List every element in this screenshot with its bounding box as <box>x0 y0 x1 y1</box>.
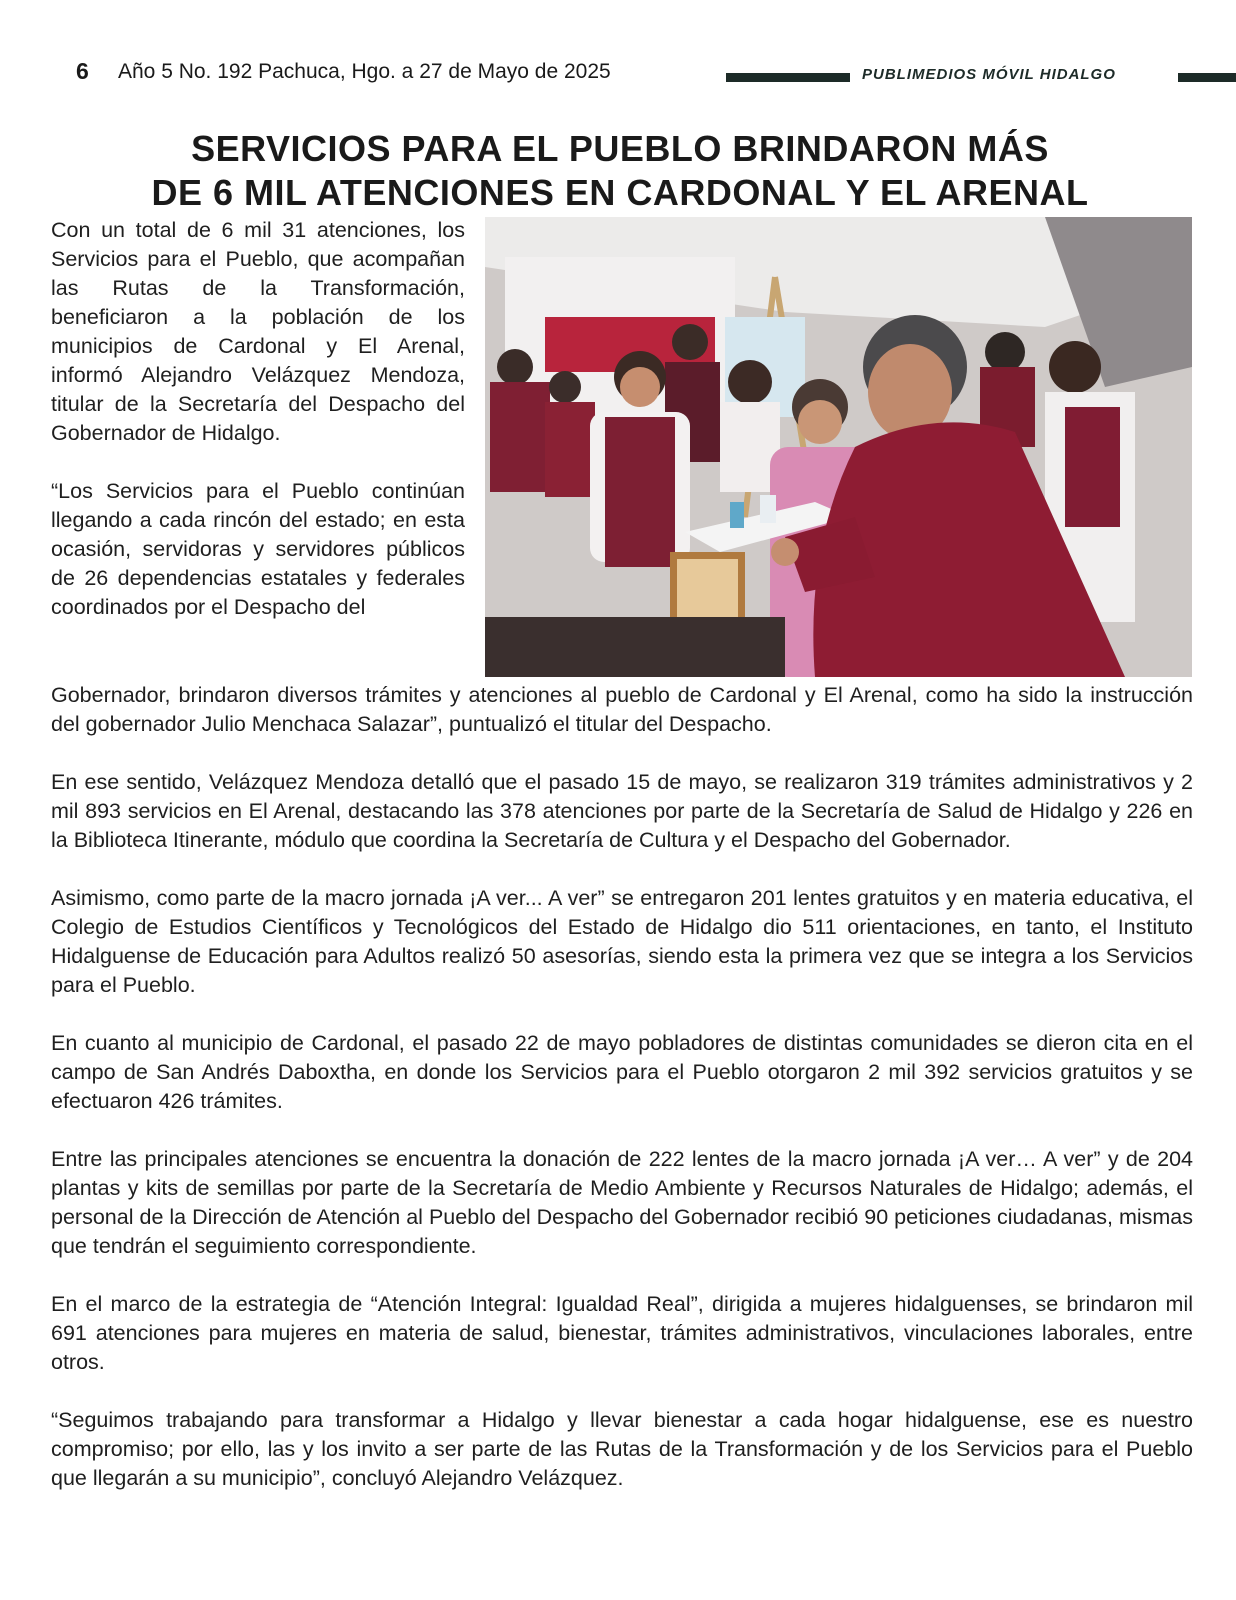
article-headline <box>60 127 1180 215</box>
headline-line-2: DE 6 MIL ATENCIONES EN CARDONAL Y EL ARENAL <box>151 172 1089 214</box>
header-bar-right <box>1178 73 1236 82</box>
article-column-text <box>51 216 465 622</box>
paragraph-1: Con un total de 6 mil 31 atenciones, los Servicios para el Pueblo, que acompañan las Rutas de la Transformación, beneficiaron a la población de los municipios de Cardonal y El Arenal, informó Alejandro Velázquez Mendoza, titular de la Secretaría del Despacho del Gobernador de Hidalgo. <box>51 218 465 445</box>
issue-info: Año 5 No. 192 Pachuca, Hgo. a 27 de Mayo de 2025 <box>118 60 611 83</box>
paragraph-4: Asimismo, como parte de la macro jornada ¡A ver... A ver” se entregaron 201 lentes gratuitos y en materia educativa, el Colegio de Estudios Científicos y Tecnológicos del Estado de Hidalgo dio 511 orientaciones, en tanto, el Instituto Hidalguense de Educación para Adultos realizó 50 asesorías, siendo esta la primera vez que se integra a los Servicios para el Pueblo. <box>51 886 1193 997</box>
page-header <box>0 56 1236 92</box>
paragraph-2-part-1: “Los Servicios para el Pueblo continúan llegando a cada rincón del estado; en esta ocasión, servidoras y servidores públicos de 26 dependencias estatales y federales coordinados por el Despacho del <box>51 479 465 619</box>
page-number: 6 <box>76 58 89 84</box>
article-photo <box>485 217 1192 677</box>
headline-line-1: SERVICIOS PARA EL PUEBLO BRINDARON MÁS <box>191 128 1049 170</box>
event-photo-illustration <box>485 217 1192 677</box>
paragraph-7: En el marco de la estrategia de “Atención Integral: Igualdad Real”, dirigida a mujeres hidalguenses, se brindaron mil 691 atenciones para mujeres en materia de salud, bienestar, trámites administrativos, vinculaciones laborales, entre otros. <box>51 1292 1193 1374</box>
paragraph-8: “Seguimos trabajando para transformar a Hidalgo y llevar bienestar a cada hogar hidalguense, ese es nuestro compromiso; por ello, las y los invito a ser parte de las Rutas de la Transformación y de los Servicios para el Pueblo que llegarán a su municipio”, concluyó Alejandro Velázquez. <box>51 1408 1193 1490</box>
paragraph-6: Entre las principales atenciones se encuentra la donación de 222 lentes de la macro jornada ¡A ver… A ver” y de 204 plantas y kits de semillas por parte de la Secretaría de Medio Ambiente y Recursos Naturales de Hidalgo; además, el personal de la Dirección de Atención al Pueblo del Despacho del Gobernador recibió 90 peticiones ciudadanas, mismas que tendrán el seguimiento correspondiente. <box>51 1147 1193 1258</box>
article-body-text <box>51 681 1193 1522</box>
paragraph-3: En ese sentido, Velázquez Mendoza detalló que el pasado 15 de mayo, se realizaron 319 trámites administrativos y 2 mil 893 servicios en El Arenal, destacando las 378 atenciones por parte de la Secretaría de Salud de Hidalgo y 226 en la Biblioteca Itinerante, módulo que coordina la Secretaría de Cultura y el Despacho del Gobernador. <box>51 770 1193 852</box>
paragraph-5: En cuanto al municipio de Cardonal, el pasado 22 de mayo pobladores de distintas comunidades se dieron cita en el campo de San Andrés Daboxtha, en donde los Servicios para el Pueblo otorgaron 2 mil 392 servicios gratuitos y se efectuaron 426 trámites. <box>51 1031 1193 1113</box>
brand-name: PUBLIMEDIOS MÓVIL HIDALGO <box>862 66 1116 83</box>
paragraph-2-part-2: Gobernador, brindaron diversos trámites y atenciones al pueblo de Cardonal y El Arenal, como ha sido la instrucción del gobernador Julio Menchaca Salazar”, puntualizó el titular del Despacho. <box>51 683 1193 736</box>
header-bar-left <box>726 73 850 82</box>
